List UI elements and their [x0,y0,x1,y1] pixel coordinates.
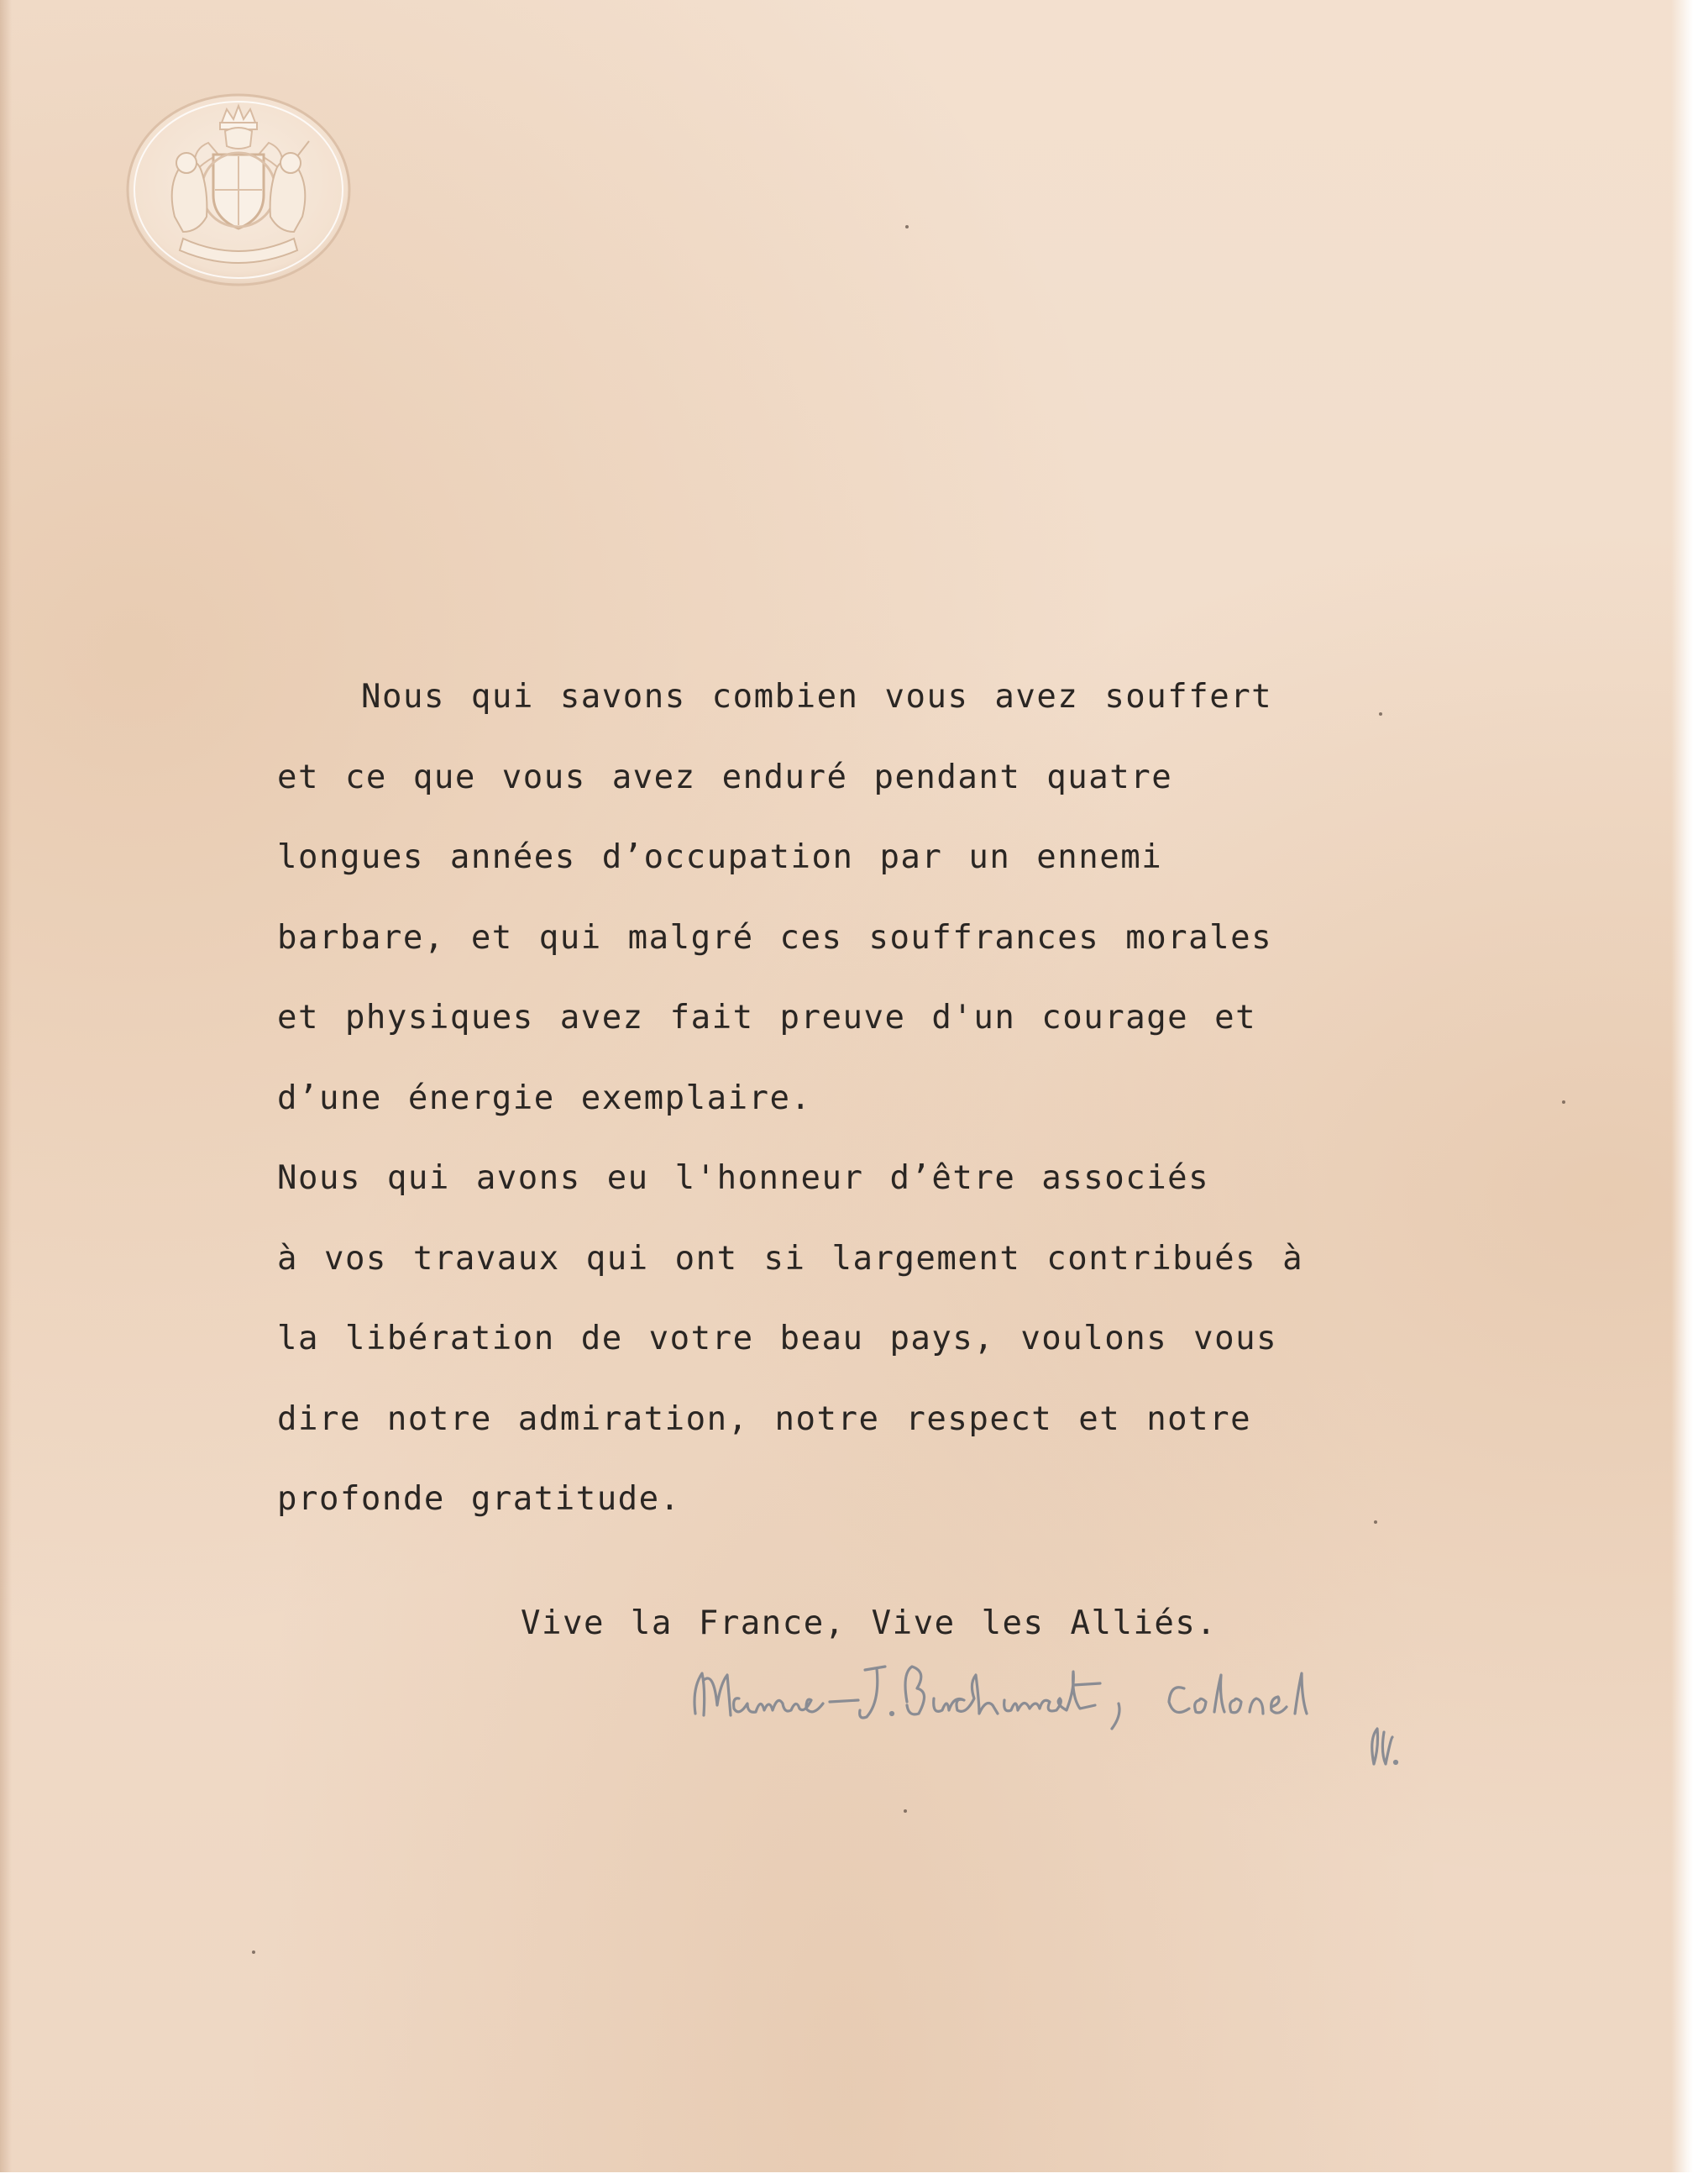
page-edge [1671,0,1693,2184]
closing-line: Vive la France, Vive les Alliés. [521,1604,1218,1642]
letter-body [277,657,1470,1540]
paper-speck [1379,712,1382,716]
royal-coat-of-arms-emboss-icon [124,91,353,289]
letter-line: barbare, et qui malgré ces souffrances morales [277,918,1273,957]
handwritten-signature [680,1655,1436,1806]
paper-speck [904,1809,907,1813]
letter-line: et ce que vous avez enduré pendant quatre [277,758,1173,796]
letter-line: d’une énergie exemplaire. [277,1079,812,1117]
letter-line: profonde gratitude. [277,1480,681,1518]
letter-line: dire notre admiration, notre respect et notre [277,1399,1252,1438]
page-shadow [0,0,12,2184]
letter-line: Nous qui avons eu l'honneur d’être associés [277,1159,1210,1197]
paper-speck [1374,1520,1377,1524]
page-bottom-edge [0,2172,1693,2184]
letter-line: et physiques avez fait preuve d'un courage et [277,999,1257,1037]
letter-line: à vos travaux qui ont si largement contribués à [277,1239,1304,1278]
paper-speck [905,225,909,228]
paper-speck [252,1950,255,1954]
letter-line: Nous qui savons combien vous avez souffert [361,678,1273,716]
letter-line: la libération de votre beau pays, voulons vous [277,1320,1278,1357]
paper-speck [1562,1100,1565,1104]
letter-line: longues années d’occupation par un ennemi [277,838,1163,876]
